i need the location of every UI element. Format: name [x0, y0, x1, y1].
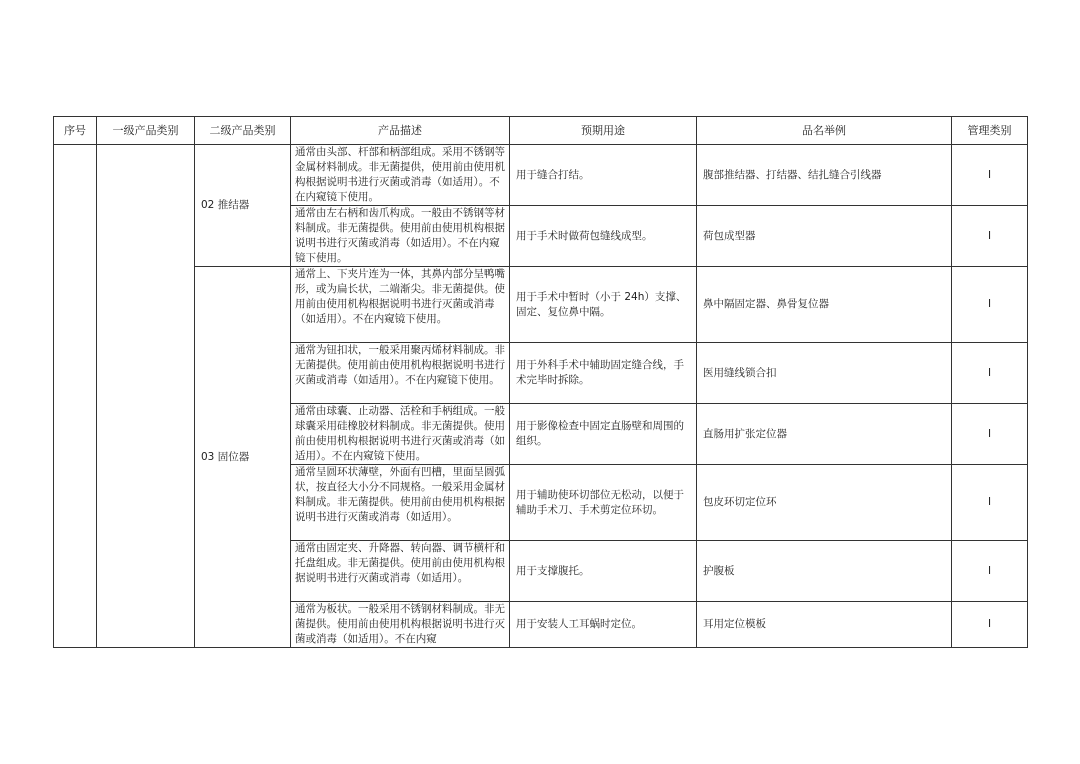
description-cell	[291, 267, 510, 343]
description-text: 通常由头部、杆部和柄部组成。采用不锈钢等金属材料制成。非无菌提供，使用前由使用机构根据说明书进行灭菌或消毒（如适用）。不在内窥镜下使用。	[295, 146, 505, 203]
description-cell	[291, 541, 510, 602]
mgmt-class-cell: I	[952, 541, 1028, 602]
table-row	[54, 267, 1028, 343]
description-text: 通常上、下夹片连为一体，其鼻内部分呈鸭嘴形，或为扁长状，二端渐尖。非无菌提供。使用前由使用机构根据说明书进行灭菌或消毒（如适用）。不在内窥镜下使用。	[295, 268, 505, 325]
description-cell	[291, 465, 510, 541]
description-cell	[291, 145, 510, 206]
mgmt-class-cell: I	[952, 267, 1028, 343]
header-level2: 二级产品类别	[195, 117, 291, 145]
intended-use-cell: 用于支撑腹托。	[510, 541, 697, 602]
header-seq: 序号	[54, 117, 97, 145]
intended-use-cell: 用于手术时做荷包缝线成型。	[510, 206, 697, 267]
mgmt-class-cell: I	[952, 602, 1028, 648]
description-text: 通常为板状。一般采用不锈钢材料制成。非无菌提供。使用前由使用机构根据说明书进行灭菌或消毒（如适用）。不在内窥	[295, 603, 505, 645]
mgmt-class-cell: I	[952, 343, 1028, 404]
description-cell	[291, 343, 510, 404]
examples-cell: 荷包成型器	[697, 206, 952, 267]
level2-cell: 02 推结器	[195, 145, 291, 267]
examples-cell: 直肠用扩张定位器	[697, 404, 952, 465]
description-text: 通常由固定夹、升降器、转向器、调节横杆和托盘组成。非无菌提供。使用前由使用机构根据说明书进行灭菌或消毒（如适用）。	[295, 542, 505, 584]
examples-cell: 护腹板	[697, 541, 952, 602]
header-description: 产品描述	[291, 117, 510, 145]
description-text: 通常为钮扣状，一般采用聚丙烯材料制成。非无菌提供。使用前由使用机构根据说明书进行灭菌或消毒（如适用）。不在内窥镜下使用。	[295, 344, 505, 386]
examples-cell: 腹部推结器、打结器、结扎缝合引线器	[697, 145, 952, 206]
examples-cell: 包皮环切定位环	[697, 465, 952, 541]
description-cell	[291, 602, 510, 648]
examples-cell: 鼻中隔固定器、鼻骨复位器	[697, 267, 952, 343]
mgmt-class-cell: I	[952, 145, 1028, 206]
description-text: 通常由球囊、止动器、活栓和手柄组成。一般球囊采用硅橡胶材料制成。非无菌提供。使用前由使用机构根据说明书进行灭菌或消毒（如适用）。不在内窥镜下使用。	[295, 405, 505, 462]
seq-cell	[54, 145, 97, 648]
description-cell	[291, 404, 510, 465]
examples-cell: 医用缝线锁合扣	[697, 343, 952, 404]
description-text: 通常由左右柄和齿爪构成。一般由不锈钢等材料制成。非无菌提供。使用前由使用机构根据说明书进行灭菌或消毒（如适用）。不在内窥镜下使用。	[295, 207, 505, 264]
description-cell	[291, 206, 510, 267]
examples-cell: 耳用定位模板	[697, 602, 952, 648]
device-catalog-table	[53, 116, 1028, 648]
level2-cell: 03 固位器	[195, 267, 291, 648]
intended-use-cell: 用于影像检查中固定直肠壁和周围的组织。	[510, 404, 697, 465]
level1-cell	[97, 145, 195, 648]
intended-use-cell: 用于辅助使环切部位无松动，以便于辅助手术刀、手术剪定位环切。	[510, 465, 697, 541]
mgmt-class-cell: I	[952, 206, 1028, 267]
header-level1: 一级产品类别	[97, 117, 195, 145]
intended-use-cell: 用于手术中暂时（小于 24h）支撑、固定、复位鼻中隔。	[510, 267, 697, 343]
intended-use-cell: 用于缝合打结。	[510, 145, 697, 206]
header-examples: 品名举例	[697, 117, 952, 145]
table-row	[54, 145, 1028, 206]
header-mgmt-class: 管理类别	[952, 117, 1028, 145]
intended-use-cell: 用于外科手术中辅助固定缝合线，手术完毕时拆除。	[510, 343, 697, 404]
header-intended-use: 预期用途	[510, 117, 697, 145]
mgmt-class-cell: I	[952, 404, 1028, 465]
intended-use-cell: 用于安装人工耳蜗时定位。	[510, 602, 697, 648]
mgmt-class-cell: I	[952, 465, 1028, 541]
table-header-row	[54, 117, 1028, 145]
description-text: 通常呈圆环状薄壁，外面有凹槽，里面呈圆弧状，按直径大小分不同规格。一般采用金属材料制成。非无菌提供。使用前由使用机构根据说明书进行灭菌或消毒（如适用）。	[295, 466, 505, 523]
